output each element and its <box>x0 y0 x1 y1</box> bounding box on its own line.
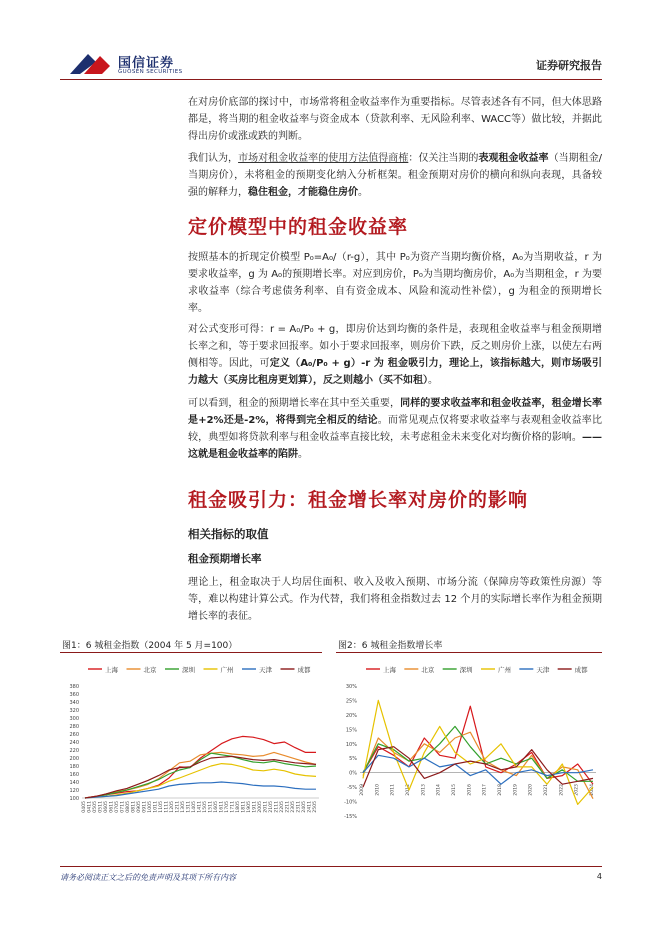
legend-label: 北京 <box>143 666 157 674</box>
x-tick-label: 1005 <box>148 801 153 813</box>
x-tick-label: 1605 <box>214 801 219 813</box>
legend-label: 广州 <box>220 666 234 674</box>
y-tick-label: 280 <box>69 724 79 730</box>
y-tick-label: 160 <box>69 772 79 778</box>
x-tick-label: 0911 <box>142 801 148 813</box>
x-tick-label: 2211 <box>285 801 291 813</box>
paragraph-3: 按照基本的折现定价模型 P₀=A₀/（r-g），其中 P₀为资产当期均衡价格，A₀为当期收益，r 为要求收益率，g 为 A₀的预期增长率。对应到房价，P₀为当期均衡房价，A₀为当期租金，r 为要求收益率（综合考虑债务利率、自有资金成本、风险和流动性补偿），g 为租金的预期增长率。 <box>188 252 602 314</box>
legend-label: 上海 <box>383 666 396 674</box>
x-tick-label: 2011 <box>263 801 269 813</box>
figure-1-rule <box>60 652 322 653</box>
paragraph-1: 在对房价底部的探讨中，市场常将租金收益率作为重要指标。尽管表述各有不同，但大体思路都是，将当期的租金收益率与资金成本（贷款利率、无风险利率、WACC等）做比较，并据此得出房价或涨或跌的判断。 <box>188 97 602 142</box>
x-tick-label: 1711 <box>230 801 236 813</box>
y-tick-label: 0% <box>349 770 357 777</box>
x-tick-label: 1905 <box>247 801 252 813</box>
x-tick-label: 2013 <box>421 784 427 796</box>
legend-label: 天津 <box>259 666 272 674</box>
header-divider <box>60 79 602 80</box>
x-tick-label: 2505 <box>313 801 318 813</box>
x-tick-label: 2012 <box>406 784 411 796</box>
y-tick-label: 240 <box>69 740 79 746</box>
x-tick-label: 0505 <box>93 801 98 813</box>
x-tick-label: 2105 <box>269 801 274 813</box>
legend-label: 成都 <box>574 666 588 674</box>
guosen-logo-icon <box>66 48 114 78</box>
x-tick-label: 2015 <box>452 784 457 796</box>
x-tick-label: 2018 <box>498 784 503 796</box>
legend-label: 上海 <box>105 666 118 674</box>
x-tick-label: 1805 <box>236 801 241 813</box>
x-tick-label: 2020 <box>528 784 534 796</box>
y-tick-label: 260 <box>69 732 79 738</box>
y-tick-label: 200 <box>69 756 79 762</box>
x-tick-label: 1305 <box>181 801 186 813</box>
x-tick-label: 2017 <box>482 784 488 796</box>
x-tick-label: 0511 <box>98 801 104 813</box>
x-tick-label: 0405 <box>82 801 87 813</box>
paragraph-5: 可以看到，租金的预期增长率在其中至关重要，同样的要求收益率和租金收益率，租金增长率是+2%还是-2%，将得到完全相反的结论。而常见观点仅将要求收益率与表观租金收益率比较，典型如将贷款利率与租金收益率直接比较，未考虑租金未来变化对均衡价格的影响。——这就是租金收益率的陷阱。 <box>188 398 603 460</box>
x-tick-label: 2024 <box>590 784 595 796</box>
chart-rent-growth <box>336 656 602 826</box>
legend-label: 广州 <box>498 666 511 674</box>
y-tick-label: 220 <box>69 748 79 754</box>
y-tick-label: 10% <box>345 741 357 748</box>
y-tick-label: 180 <box>69 764 79 770</box>
x-tick-label: 0611 <box>109 801 115 813</box>
x-tick-label: 2022 <box>559 784 565 796</box>
x-tick-label: 1011 <box>153 801 159 813</box>
x-tick-label: 0411 <box>87 801 93 813</box>
y-tick-label: 25% <box>345 698 357 705</box>
x-tick-label: 2411 <box>307 801 313 813</box>
x-tick-label: 1911 <box>252 801 258 813</box>
x-tick-label: 1705 <box>225 801 230 813</box>
y-tick-label: 380 <box>69 684 79 690</box>
y-tick-label: 140 <box>69 780 79 786</box>
x-tick-label: 2021 <box>544 784 549 796</box>
brand-name: 国信证券 <box>118 56 175 71</box>
x-tick-label: 2011 <box>390 784 396 796</box>
y-tick-label: 300 <box>69 716 79 722</box>
legend-label: 深圳 <box>182 666 195 674</box>
x-tick-label: 2305 <box>291 801 296 813</box>
y-tick-label: -15% <box>344 814 357 820</box>
chart-rent-index <box>60 656 325 826</box>
x-tick-label: 1411 <box>197 801 203 813</box>
legend-label: 深圳 <box>459 666 473 674</box>
x-tick-label: 2014 <box>436 784 442 796</box>
x-tick-label: 2009 <box>360 784 365 796</box>
section-heading-pricing: 定价模型中的租金收益率 <box>188 216 409 238</box>
y-tick-label: 5% <box>349 756 357 763</box>
x-tick-label: 1311 <box>186 801 192 813</box>
x-tick-label: 1205 <box>170 801 175 813</box>
y-tick-label: 20% <box>345 712 357 719</box>
figure-2-rule <box>336 652 602 653</box>
y-tick-label: 30% <box>345 684 357 690</box>
x-tick-label: 0805 <box>126 801 131 813</box>
y-tick-label: 100 <box>69 796 79 802</box>
report-type: 证券研究报告 <box>536 59 602 72</box>
x-tick-label: 1511 <box>208 801 214 813</box>
y-tick-label: 340 <box>69 700 79 706</box>
brand-name-en: GUOSEN SECURITIES <box>118 69 183 75</box>
x-tick-label: 1611 <box>219 801 225 813</box>
subheading-indicators: 相关指标的取值 <box>188 527 269 541</box>
x-tick-label: 0711 <box>120 801 126 813</box>
x-tick-label: 2005 <box>258 801 263 813</box>
paragraph-6: 理论上，租金取决于人均居住面积、收入及收入预期、市场分流（保障房等政策性房源）等等，难以构建计算公式。作为代替，我们将租金指数过去 12 个月的实际增长率作为租金预期增长率的表征。 <box>188 577 602 622</box>
x-tick-label: 0905 <box>137 801 142 813</box>
footer-divider <box>60 866 602 867</box>
paragraph-4: 对公式变形可得：r = A₀/P₀ + g，即房价达到均衡的条件是，表现租金收益率与租金预期增长率之和，等于要求回报率。如小于要求回报率，则房价下跌，反之则房价上涨，以使左右两侧相等。因此，可定义（A₀/P₀ + g）-r 为 租金吸引力，理论上，该指标越大，则市场吸引力越大（买房比租房更划算），反之则越小（买不如租）。 <box>188 324 603 386</box>
legend-label: 成都 <box>297 666 311 674</box>
y-tick-label: 120 <box>69 788 79 794</box>
x-tick-label: 1405 <box>192 801 197 813</box>
x-tick-label: 2010 <box>375 784 381 796</box>
x-tick-label: 0811 <box>131 801 137 813</box>
x-tick-label: 0605 <box>104 801 109 813</box>
figure-1-title: 图1：6 城租金指数（2004 年 5 月=100） <box>62 641 238 651</box>
section-heading-attractiveness: 租金吸引力：租金增长率对房价的影响 <box>188 489 529 511</box>
x-tick-label: 1811 <box>241 801 247 813</box>
x-tick-label: 2019 <box>513 784 519 796</box>
subheading-rent-growth: 租金预期增长率 <box>188 553 262 565</box>
x-tick-label: 2016 <box>467 784 473 796</box>
y-tick-label: 360 <box>69 692 79 698</box>
footer-disclaimer: 请务必阅读正文之后的免责声明及其项下所有内容 <box>60 873 236 882</box>
x-tick-label: 2023 <box>574 784 580 796</box>
x-tick-label: 1211 <box>175 801 181 813</box>
series-line <box>85 753 316 798</box>
page-number: 4 <box>596 872 602 881</box>
y-tick-label: 320 <box>69 708 79 714</box>
x-tick-label: 1105 <box>159 801 164 813</box>
y-tick-label: -5% <box>347 785 357 792</box>
x-tick-label: 1111 <box>164 801 170 813</box>
figure-2-title: 图2：6 城租金指数增长率 <box>338 641 443 651</box>
x-tick-label: 0705 <box>115 801 120 813</box>
paragraph-2: 我们认为，市场对租金收益率的使用方法值得商榷：仅关注当期的表观租金收益率（当期租金/当期房价），未将租金的预期变化纳入分析框架。租金预期对房价的横向和纵向表现，具备较强的解释力，稳住租金，才能稳住房价。 <box>188 153 603 198</box>
legend-label: 天津 <box>536 666 550 674</box>
legend-label: 北京 <box>421 666 435 674</box>
x-tick-label: 2205 <box>280 801 285 813</box>
y-tick-label: 15% <box>345 727 357 734</box>
x-tick-label: 2311 <box>296 801 302 813</box>
x-tick-label: 1505 <box>203 801 208 813</box>
x-tick-label: 2111 <box>274 801 280 813</box>
series-line <box>85 736 316 798</box>
y-tick-label: -10% <box>344 799 357 806</box>
x-tick-label: 2405 <box>302 801 307 813</box>
